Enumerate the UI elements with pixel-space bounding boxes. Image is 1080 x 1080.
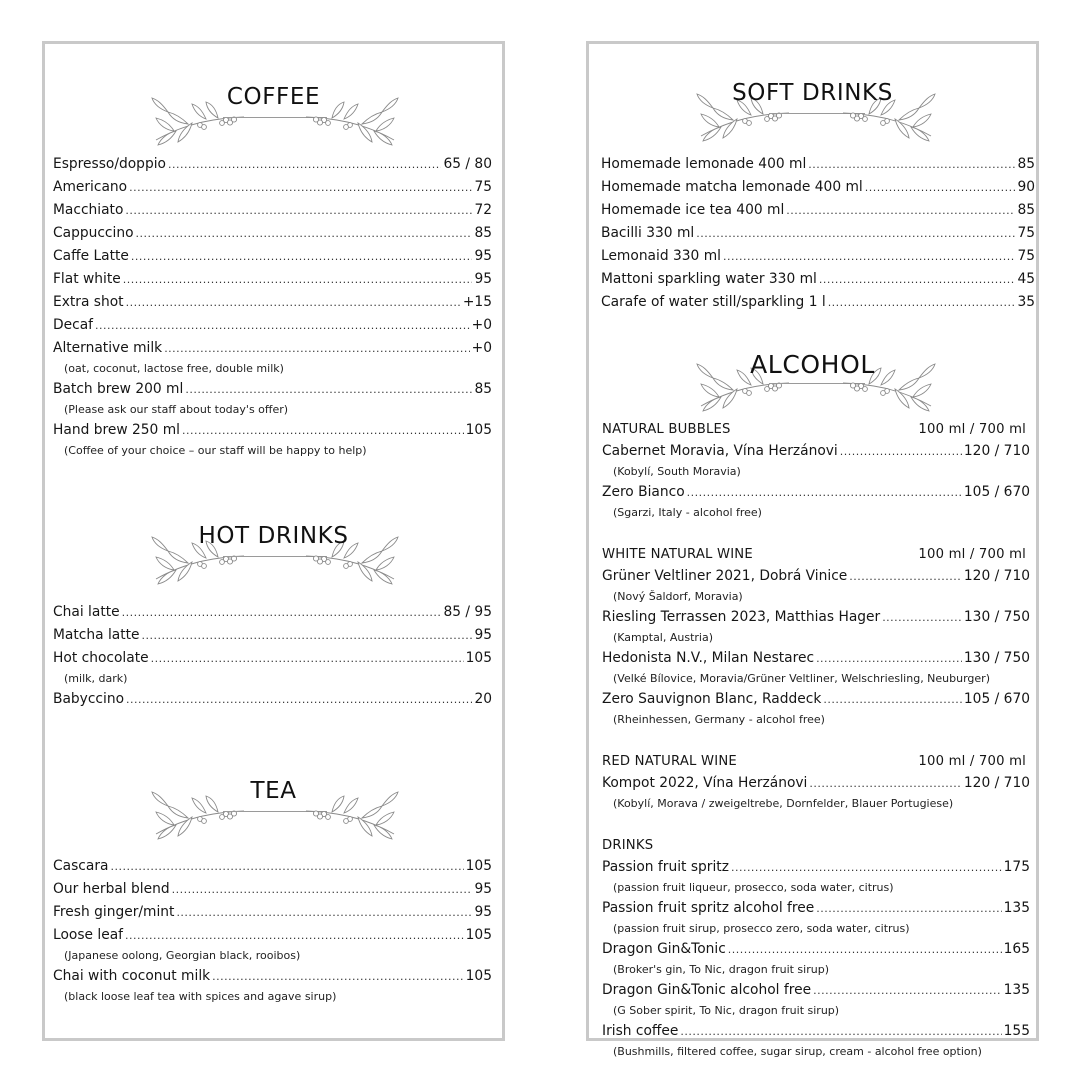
category-header <box>602 835 1030 856</box>
item-name: Homemade matcha lemonade 400 ml <box>601 179 863 195</box>
dot-leader <box>819 268 1016 291</box>
item-name: Americano <box>53 179 128 195</box>
item-price: 65 / 80 <box>443 156 492 172</box>
menu-item-row <box>53 314 492 337</box>
item-name: Matcha latte <box>53 627 140 643</box>
menu-item-row <box>53 153 492 176</box>
menu-item-row <box>53 965 492 988</box>
item-price: 105 / 670 <box>963 691 1030 707</box>
soft-drinks-items <box>601 153 1035 314</box>
item-price: 95 <box>474 248 492 264</box>
item-price: 120 / 710 <box>963 443 1030 459</box>
dot-leader <box>696 222 1015 245</box>
dot-leader <box>849 565 962 588</box>
menu-item-row <box>53 222 492 245</box>
item-price: 20 <box>474 691 492 707</box>
item-note: (Sgarzi, Italy - alcohol free) <box>613 506 762 519</box>
item-name: Hedonista N.V., Milan Nestarec <box>602 650 815 666</box>
soft-drinks-section <box>589 80 1036 150</box>
menu-item-row <box>53 245 492 268</box>
group-spacer <box>602 813 1030 835</box>
menu-item-row <box>602 938 1030 961</box>
dot-leader <box>126 688 472 711</box>
item-price: 35 <box>1017 294 1035 310</box>
item-name: Irish coffee <box>602 1023 679 1039</box>
category-sizes: 100 ml / 700 ml <box>918 547 1026 562</box>
item-price: 105 <box>465 650 492 666</box>
dot-leader <box>185 378 472 401</box>
item-name: Grüner Veltliner 2021, Dobrá Vinice <box>602 568 848 584</box>
dot-leader <box>808 153 1015 176</box>
item-price: 90 <box>1017 179 1035 195</box>
category-items <box>602 856 1030 1061</box>
item-note: (Japanese oolong, Georgian black, rooibos) <box>64 949 301 962</box>
category-name: RED NATURAL WINE <box>602 754 737 769</box>
dot-leader <box>823 688 962 711</box>
menu-item-row <box>601 291 1035 314</box>
menu-item-row <box>53 337 492 360</box>
item-price: +0 <box>471 317 492 333</box>
section-header <box>45 523 502 593</box>
dot-leader <box>728 938 1002 961</box>
menu-item-row <box>602 979 1030 1002</box>
dot-leader <box>95 314 470 337</box>
dot-leader <box>176 901 472 924</box>
item-name: Passion fruit spritz alcohol free <box>602 900 815 916</box>
item-name: Homemade ice tea 400 ml <box>601 202 785 218</box>
item-price: 75 <box>474 179 492 195</box>
item-note: (Velké Bílovice, Moravia/Grüner Veltliner, Welschriesling, Neuburger) <box>613 672 990 685</box>
item-price: 155 <box>1003 1023 1030 1039</box>
item-price: +15 <box>462 294 492 310</box>
item-price: 105 / 670 <box>963 484 1030 500</box>
item-name: Caffe Latte <box>53 248 129 264</box>
dot-leader <box>723 245 1015 268</box>
item-price: 85 <box>474 225 492 241</box>
dot-leader <box>110 855 463 878</box>
menu-item-row <box>53 878 492 901</box>
section-title: HOT DRINKS <box>198 523 349 549</box>
dot-leader <box>813 979 1002 1002</box>
dot-leader <box>122 601 442 624</box>
menu-item-row <box>53 601 492 624</box>
menu-item-row <box>53 855 492 878</box>
menu-item-row <box>601 245 1035 268</box>
item-note: (black loose leaf tea with spices and agave sirup) <box>64 990 337 1003</box>
item-price: 75 <box>1017 248 1035 264</box>
item-price: 95 <box>474 904 492 920</box>
menu-item-row <box>53 924 492 947</box>
item-name: Dragon Gin&Tonic <box>602 941 726 957</box>
menu-item-row <box>53 647 492 670</box>
item-name: Mattoni sparkling water 330 ml <box>601 271 817 287</box>
section-title: ALCOHOL <box>750 350 875 379</box>
item-note: (Please ask our staff about today's offer) <box>64 403 289 416</box>
dot-leader <box>828 291 1016 314</box>
category-sizes: 100 ml / 700 ml <box>918 422 1026 437</box>
item-note: (Nový Šaldorf, Moravia) <box>613 590 743 603</box>
item-price: 75 <box>1017 225 1035 241</box>
menu-item-row <box>53 176 492 199</box>
dot-leader <box>865 176 1016 199</box>
item-price: 95 <box>474 881 492 897</box>
item-price: 95 <box>474 271 492 287</box>
category-items <box>602 565 1030 729</box>
hot-drinks-items <box>53 601 492 711</box>
item-name: Chai latte <box>53 604 120 620</box>
menu-item-row <box>602 565 1030 588</box>
dot-leader <box>151 647 464 670</box>
dot-leader <box>182 419 464 442</box>
dot-leader <box>687 481 962 504</box>
menu-item-row <box>53 419 492 442</box>
item-note: (Coffee of your choice – our staff will be happy to help) <box>64 444 367 457</box>
item-name: Our herbal blend <box>53 881 170 897</box>
item-name: Passion fruit spritz <box>602 859 729 875</box>
item-price: 85 <box>474 381 492 397</box>
item-price: 120 / 710 <box>963 775 1030 791</box>
item-price: 165 <box>1003 941 1030 957</box>
category-sizes: 100 ml / 700 ml <box>918 754 1026 769</box>
item-name: Zero Bianco <box>602 484 685 500</box>
item-name: Cascara <box>53 858 109 874</box>
item-note: (G Sober spirit, To Nic, dragon fruit sirup) <box>613 1004 840 1017</box>
item-price: 120 / 710 <box>963 568 1030 584</box>
dot-leader <box>125 199 472 222</box>
menu-item-row <box>53 688 492 711</box>
dot-leader <box>680 1020 1001 1043</box>
tea-section <box>45 778 502 848</box>
dot-leader <box>136 222 473 245</box>
dot-leader <box>809 772 962 795</box>
menu-item-row <box>602 772 1030 795</box>
alcohol-items <box>602 419 1030 1061</box>
section-title: COFFEE <box>226 84 321 110</box>
menu-item-row <box>601 268 1035 291</box>
category-header <box>602 419 1030 440</box>
menu-item-row <box>53 199 492 222</box>
menu-item-row <box>53 378 492 401</box>
hot-drinks-section <box>45 523 502 593</box>
dot-leader <box>129 176 472 199</box>
item-price: 95 <box>474 627 492 643</box>
section-header <box>589 80 1036 150</box>
category-items <box>602 772 1030 813</box>
item-name: Espresso/doppio <box>53 156 166 172</box>
menu-item-row <box>53 291 492 314</box>
menu-item-row <box>602 688 1030 711</box>
item-name: Alternative milk <box>53 340 163 356</box>
tea-items <box>53 855 492 1006</box>
menu-item-row <box>602 856 1030 879</box>
item-price: 85 <box>1017 156 1035 172</box>
item-note: (milk, dark) <box>64 672 128 685</box>
category-header <box>602 751 1030 772</box>
dot-leader <box>840 440 962 463</box>
item-price: 135 <box>1003 900 1030 916</box>
item-name: Bacilli 330 ml <box>601 225 695 241</box>
dot-leader <box>131 245 473 268</box>
item-name: Decaf <box>53 317 94 333</box>
item-note: (Bushmills, filtered coffee, sugar sirup, cream - alcohol free option) <box>613 1045 982 1058</box>
menu-item-row <box>601 199 1035 222</box>
menu-item-row <box>602 1020 1030 1043</box>
item-name: Zero Sauvignon Blanc, Raddeck <box>602 691 822 707</box>
category-name: DRINKS <box>602 838 654 853</box>
dot-leader <box>125 924 464 947</box>
alcohol-section <box>589 350 1036 420</box>
dot-leader <box>164 337 469 360</box>
item-name: Dragon Gin&Tonic alcohol free <box>602 982 812 998</box>
item-price: 85 / 95 <box>443 604 492 620</box>
item-price: 135 <box>1003 982 1030 998</box>
dot-leader <box>142 624 473 647</box>
item-name: Hot chocolate <box>53 650 149 666</box>
section-title: TEA <box>250 778 297 804</box>
section-header <box>45 84 502 154</box>
menu-panel-right <box>586 41 1039 1058</box>
menu-item-row <box>601 222 1035 245</box>
menu-item-row <box>53 901 492 924</box>
item-note: (Rheinhessen, Germany - alcohol free) <box>613 713 825 726</box>
item-name: Hand brew 250 ml <box>53 422 180 438</box>
item-price: 130 / 750 <box>963 650 1030 666</box>
item-name: Fresh ginger/mint <box>53 904 175 920</box>
item-name: Cabernet Moravia, Vína Herzánovi <box>602 443 838 459</box>
item-price: 105 <box>465 968 492 984</box>
menu-item-row <box>53 268 492 291</box>
dot-leader <box>168 153 441 176</box>
item-name: Carafe of water still/sparkling 1 l <box>601 294 826 310</box>
item-note: (Kamptal, Austria) <box>613 631 714 644</box>
dot-leader <box>123 268 473 291</box>
item-name: Flat white <box>53 271 121 287</box>
item-name: Chai with coconut milk <box>53 968 211 984</box>
category-name: WHITE NATURAL WINE <box>602 547 753 562</box>
item-price: 105 <box>465 858 492 874</box>
category-name: NATURAL BUBBLES <box>602 422 731 437</box>
section-header <box>589 350 1036 420</box>
menu-item-row <box>601 153 1035 176</box>
section-header <box>45 778 502 848</box>
item-price: +0 <box>471 340 492 356</box>
item-price: 45 <box>1017 271 1035 287</box>
group-spacer <box>602 729 1030 751</box>
menu-item-row <box>53 624 492 647</box>
dot-leader <box>126 291 461 314</box>
item-price: 72 <box>474 202 492 218</box>
item-price: 175 <box>1003 859 1030 875</box>
coffee-items <box>53 153 492 460</box>
item-price: 85 <box>1017 202 1035 218</box>
item-note: (passion fruit liqueur, prosecco, soda water, citrus) <box>613 881 894 894</box>
item-name: Babyccino <box>53 691 125 707</box>
item-note: (Broker's gin, To Nic, dragon fruit sirup) <box>613 963 829 976</box>
item-name: Extra shot <box>53 294 124 310</box>
dot-leader <box>212 965 464 988</box>
menu-item-row <box>602 440 1030 463</box>
menu-item-row <box>602 647 1030 670</box>
category-header <box>602 544 1030 565</box>
item-name: Cappuccino <box>53 225 134 241</box>
category-items <box>602 440 1030 522</box>
menu-item-row <box>602 606 1030 629</box>
section-title: SOFT DRINKS <box>732 80 893 106</box>
menu-item-row <box>602 897 1030 920</box>
dot-leader <box>882 606 962 629</box>
item-note: (oat, coconut, lactose free, double milk) <box>64 362 284 375</box>
dot-leader <box>816 647 962 670</box>
dot-leader <box>172 878 473 901</box>
menu-panel-left <box>42 41 505 1041</box>
group-spacer <box>602 522 1030 544</box>
item-name: Riesling Terrassen 2023, Matthias Hager <box>602 609 881 625</box>
item-name: Loose leaf <box>53 927 124 943</box>
item-note: (Kobylí, South Moravia) <box>613 465 741 478</box>
item-name: Macchiato <box>53 202 124 218</box>
dot-leader <box>816 897 1001 920</box>
dot-leader <box>786 199 1015 222</box>
item-price: 105 <box>465 422 492 438</box>
item-name: Lemonaid 330 ml <box>601 248 721 264</box>
item-name: Kompot 2022, Vína Herzánovi <box>602 775 808 791</box>
menu-item-row <box>601 176 1035 199</box>
menu-item-row <box>602 481 1030 504</box>
item-note: (passion fruit sirup, prosecco zero, soda water, citrus) <box>613 922 910 935</box>
item-price: 130 / 750 <box>963 609 1030 625</box>
item-name: Batch brew 200 ml <box>53 381 184 397</box>
coffee-section <box>45 84 502 154</box>
item-note: (Kobylí, Morava / zweigeltrebe, Dornfelder, Blauer Portugiese) <box>613 797 954 810</box>
dot-leader <box>731 856 1002 879</box>
item-price: 105 <box>465 927 492 943</box>
item-name: Homemade lemonade 400 ml <box>601 156 807 172</box>
